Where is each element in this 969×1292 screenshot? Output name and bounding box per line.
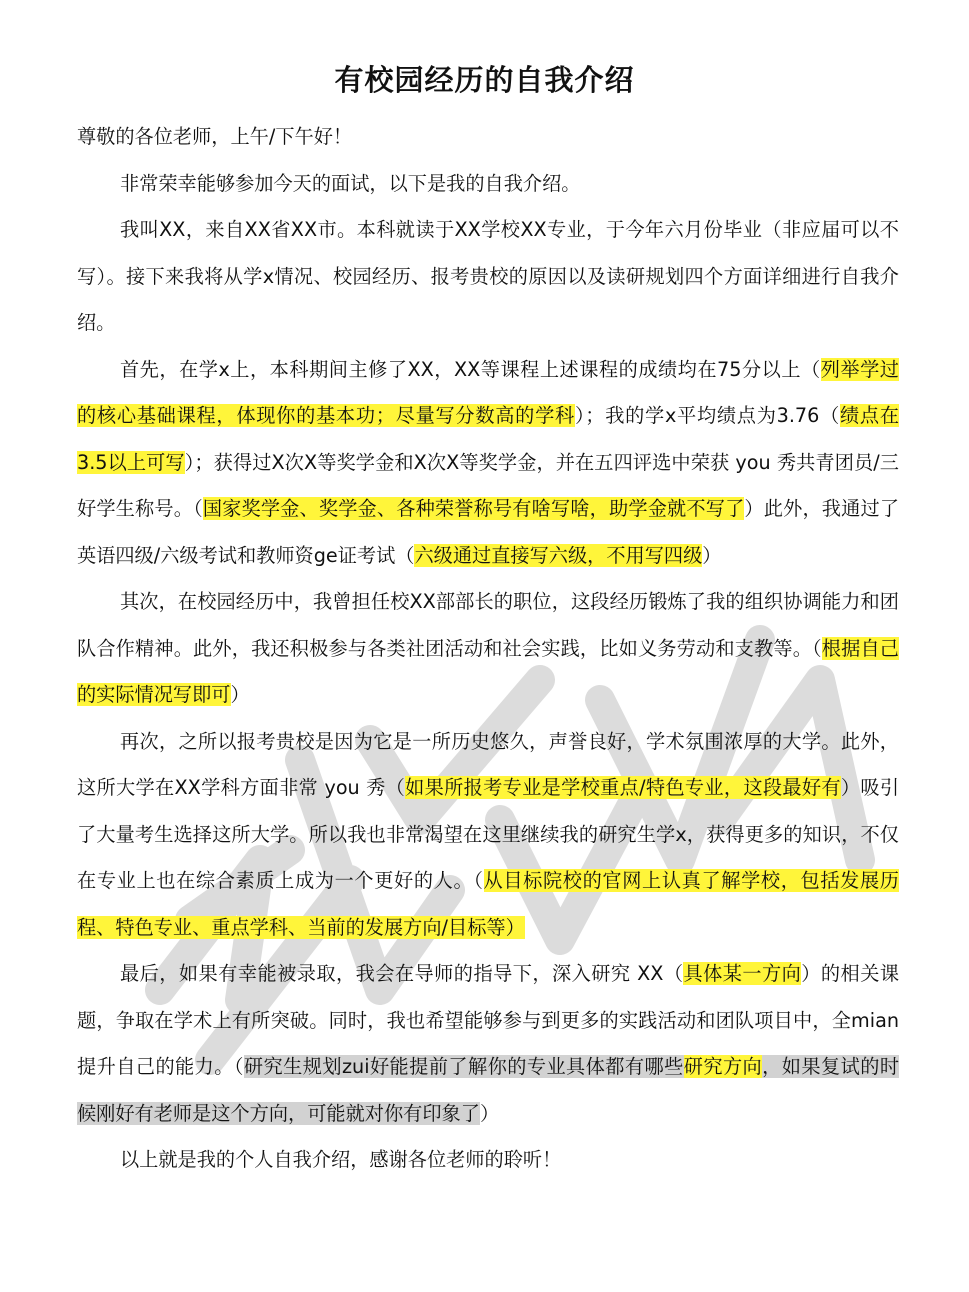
study-text-4: ）此外，我通过了英语四级/六级考试和教师资ge证考试（ (77, 497, 900, 567)
plan-gray-highlight-2: ，如果复试的时候刚好有老师是这个方向，可能就对你有印象了 (77, 1055, 900, 1125)
plan-gray-highlight-1: 研究生规划zui好能提前了解你的专业具体都有哪些 (243, 1055, 684, 1078)
study-text-2: ）；我的学x平均绩点为3.76（ (574, 404, 840, 427)
plan-text-1: 最后，如果有幸能被录取，我会在导师的指导下，深入研究 XX（ (120, 962, 684, 985)
study-paragraph (77, 347, 899, 580)
campus-text-1: 其次，在校园经历中，我曾担任校XX部部长的职位，这段经历锻炼了我的组织协调能力和团队合作精神。此外，我还积极参与各类社团活动和社会实践，比如义务劳动和支教等。（ (77, 590, 899, 660)
reason-text-1: 再次，之所以报考贵校是因为它是一所历史悠久，声誉良好，学术氛围浓厚的大学。此外，这所大学在XX学科方面非常 you 秀（ (77, 729, 899, 799)
document-title: 有校园经历的自我介绍 (334, 63, 635, 97)
background-paragraph: 我叫XX，来自XX省XX市。本科就读于XX学校XX专业，于今年六月份毕业（非应届可以不写）。接下来我将从学x情况、校园经历、报考贵校的原因以及读研规划四个方面详细进行自我介绍。 (77, 218, 899, 334)
reason-text-2: ）吸引了大量考生选择这所大学。所以我也非常渴望在这里继续我的研究生学x，获得更多的知识，不仅在专业上也在综合素质上成为一个更好的人。（ (77, 776, 900, 892)
campus-highlight-1: 根据自己的实际情况写即可 (77, 636, 899, 706)
reason-paragraph (77, 719, 899, 952)
greeting-paragraph: 尊敬的各位老师，上午/下午好！ (77, 125, 353, 148)
plan-highlight-2: 研究方向 (683, 1055, 763, 1078)
study-text-1: 首先，在学x上，本科期间主修了XX，XX等课程上述课程的成绩均在75分以上（ (120, 357, 821, 381)
plan-paragraph (77, 951, 899, 1137)
reason-highlight-2: 从目标院校的官网上认真了解学校，包括发展历程、特色专业、重点学科、当前的发展方向/目标等） (77, 869, 899, 939)
study-highlight-3: 国家奖学金、奖学金、各种荣誉称号有啥写啥，助学金就不写了 (202, 497, 745, 520)
study-highlight-4: 六级通过直接写六级，不用写四级 (414, 543, 703, 567)
closing-paragraph: 以上就是我的个人自我介绍，感谢各位老师的聆听！ (120, 1148, 562, 1171)
study-highlight-2: 绩点在3.5以上可写 (77, 404, 900, 474)
plan-highlight-1: 具体某一方向 (683, 962, 802, 985)
study-text-5: ） (702, 543, 722, 567)
study-text-3: ）；获得过X次X等奖学金和X次X等奖学金，并在五四评选中荣获 you 秀共青团员/三好学生称号。（ (77, 450, 899, 520)
study-highlight-1: 列举学过的核心基础课程，体现你的基本功；尽量写分数高的学科 (77, 357, 899, 427)
campus-paragraph (77, 579, 899, 719)
document-body (77, 114, 899, 1184)
plan-text-3: ） (479, 1101, 500, 1125)
reason-highlight-1: 如果所报考专业是学校重点/特色专业，这段最好有 (405, 776, 841, 799)
campus-text-2: ） (230, 683, 250, 706)
plan-text-2: ）的相关课题，争取在学术上有所突破。同时，我也希望能够参与到更多的实践活动和团队项目中，全mian提升自己的能力。（ (77, 962, 900, 1078)
intro-paragraph: 非常荣幸能够参加今天的面试，以下是我的自我介绍。 (120, 171, 581, 195)
